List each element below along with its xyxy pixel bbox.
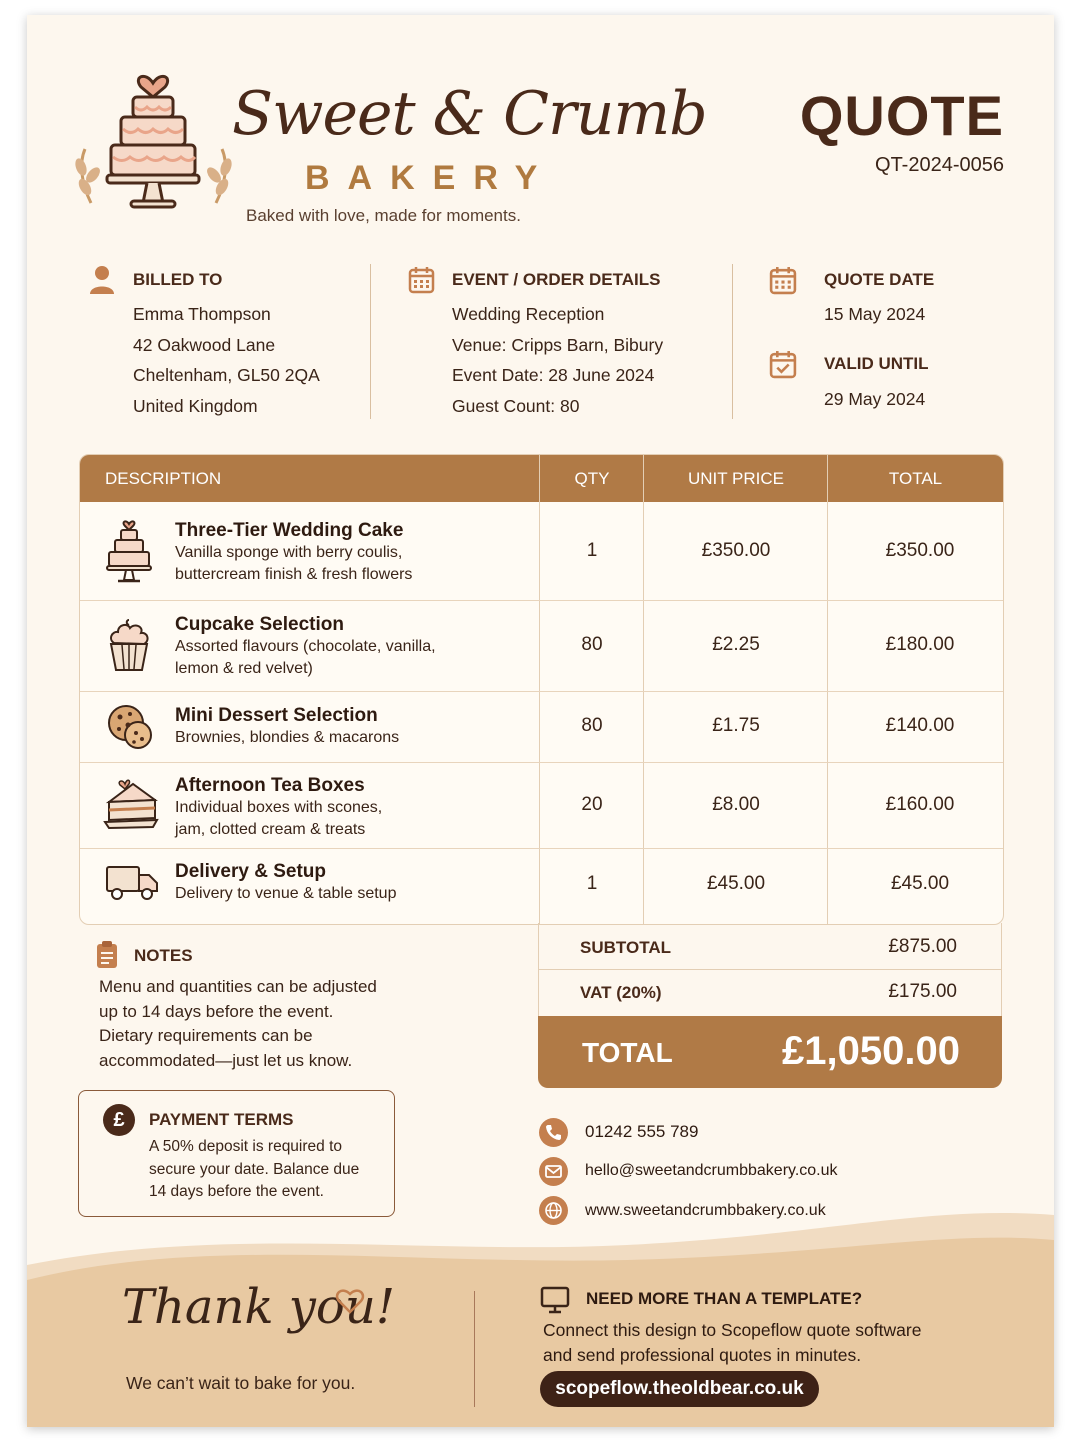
line-item-description: buttercream finish & fresh flowers <box>175 566 413 583</box>
calendar-icon <box>408 266 435 294</box>
quote-number: QT-2024-0056 <box>875 154 1004 176</box>
contact-phone[interactable]: 01242 555 789 <box>585 1122 699 1141</box>
notes-label: NOTES <box>134 946 193 965</box>
quote-title: QUOTE <box>799 84 1004 147</box>
billed-to-line: Emma Thompson <box>133 304 271 324</box>
line-items-table <box>79 454 1004 925</box>
billed-to-label: BILLED TO <box>133 270 223 289</box>
notes-line: Menu and quantities can be adjusted <box>99 977 377 996</box>
delivery-truck-icon <box>105 863 159 903</box>
brand-name: Sweet & Crumb <box>232 79 707 149</box>
payment-line: 14 days before the event. <box>149 1183 324 1200</box>
cta-text <box>543 1318 921 1368</box>
unit-price-cell: £45.00 <box>706 873 766 894</box>
unit-price-cell: £350.00 <box>701 540 771 561</box>
total-cell: £180.00 <box>885 634 955 655</box>
notes-clipboard-icon <box>96 941 118 969</box>
quote-date: 15 May 2024 <box>824 304 926 324</box>
subtotal-label: SUBTOTAL <box>580 938 671 957</box>
line-item-text <box>175 861 396 905</box>
payment-line: A 50% deposit is required to <box>149 1138 343 1155</box>
line-item-text <box>175 614 436 680</box>
calendar-icon <box>769 266 797 295</box>
monitor-icon <box>540 1286 570 1314</box>
total-cell: £160.00 <box>885 794 955 815</box>
line-item-description: Individual boxes with scones, <box>175 799 383 816</box>
column-header-unit-price: UNIT PRICE <box>687 469 785 488</box>
column-header-description: DESCRIPTION <box>105 469 222 488</box>
brand-subtitle: BAKERY <box>305 159 556 197</box>
qty-cell: 1 <box>586 873 598 894</box>
cta-title: NEED MORE THAN A TEMPLATE? <box>586 1289 863 1308</box>
table-header <box>80 455 1003 502</box>
cookie-icon <box>106 703 154 751</box>
grand-total-box <box>538 1016 1002 1088</box>
person-icon <box>89 265 115 295</box>
line-item-title: Cupcake Selection <box>175 614 344 635</box>
payment-line: secure your date. Balance due <box>149 1160 360 1178</box>
phone-icon <box>539 1118 568 1147</box>
subtotal-value: £875.00 <box>888 936 957 957</box>
cta-line: and send professional quotes in minutes. <box>543 1345 862 1365</box>
valid-until: 29 May 2024 <box>824 389 926 409</box>
cta-link-button[interactable]: scopeflow.theoldbear.co.uk <box>540 1371 819 1407</box>
notes-line: up to 14 days before the event. <box>99 1001 334 1021</box>
table-row <box>80 600 1003 692</box>
grand-total-value: £1,050.00 <box>782 1029 960 1073</box>
qty-cell: 1 <box>586 540 598 561</box>
heart-icon <box>334 1284 366 1316</box>
qty-cell: 80 <box>581 715 603 736</box>
quote-date-label: QUOTE DATE <box>824 270 935 289</box>
wedding-cake-icon <box>104 518 154 584</box>
subtotal-row <box>538 923 1002 970</box>
unit-price-cell: £8.00 <box>712 794 760 815</box>
divider <box>370 264 371 419</box>
grand-total-label: TOTAL <box>582 1037 673 1068</box>
event-line: Venue: Cripps Barn, Bibury <box>452 334 664 355</box>
billed-to-block <box>133 299 320 421</box>
table-row <box>80 502 1003 600</box>
unit-price-cell: £1.75 <box>712 715 760 736</box>
line-item-title: Three-Tier Wedding Cake <box>175 520 404 541</box>
valid-until-label: VALID UNTIL <box>824 354 929 373</box>
payment-terms-box <box>78 1090 395 1217</box>
thank-you-subtext: We can’t wait to bake for you. <box>126 1373 356 1393</box>
vat-row <box>538 970 1002 1016</box>
line-item-text <box>175 520 412 586</box>
cake-slice-icon <box>103 778 159 830</box>
payment-terms-label: PAYMENT TERMS <box>149 1110 294 1129</box>
payment-terms-text <box>149 1136 359 1204</box>
contact-website[interactable]: www.sweetandcrumbbakery.co.uk <box>585 1202 826 1219</box>
quote-document <box>27 15 1054 1427</box>
notes-line: accommodated—just let us know. <box>99 1050 353 1070</box>
event-line: Guest Count: 80 <box>452 395 580 416</box>
line-item-description: Brownies, blondies & macarons <box>175 729 400 746</box>
line-item-text <box>175 775 382 841</box>
total-cell: £45.00 <box>890 873 950 894</box>
unit-price-cell: £2.25 <box>712 634 760 655</box>
event-line: Event Date: 28 June 2024 <box>452 365 655 385</box>
line-item-description: Vanilla sponge with berry coulis, <box>175 544 403 561</box>
column-header-total: TOTAL <box>888 469 943 488</box>
cake-logo-icon <box>71 63 236 211</box>
thank-you-text: Thank you! <box>122 1279 396 1335</box>
event-line: Wedding Reception <box>452 304 605 324</box>
line-item-text <box>175 705 399 749</box>
qty-cell: 80 <box>581 634 603 655</box>
table-row <box>80 762 1003 849</box>
event-label: EVENT / ORDER DETAILS <box>452 270 661 289</box>
footer-divider <box>474 1291 475 1407</box>
table-row <box>80 848 1003 925</box>
total-cell: £140.00 <box>885 715 955 736</box>
qty-cell: 20 <box>581 794 603 815</box>
total-cell: £350.00 <box>885 540 955 561</box>
notes-line: Dietary requirements can be <box>99 1026 313 1045</box>
event-block <box>452 299 663 421</box>
line-item-title: Mini Dessert Selection <box>175 705 378 726</box>
column-header-qty: QTY <box>574 469 610 488</box>
billed-to-line: Cheltenham, GL50 2QA <box>133 365 320 385</box>
divider <box>732 264 733 419</box>
cupcake-icon <box>106 617 152 673</box>
table-row <box>80 691 1003 763</box>
email-icon <box>539 1157 568 1186</box>
vat-label: VAT (20%) <box>580 983 662 1002</box>
line-item-description: lemon & red velvet) <box>175 660 313 677</box>
notes-block <box>99 975 377 1073</box>
line-item-title: Delivery & Setup <box>175 861 326 882</box>
line-item-description: Delivery to venue & table setup <box>175 885 397 902</box>
line-item-title: Afternoon Tea Boxes <box>175 775 365 796</box>
billed-to-line: United Kingdom <box>133 395 258 416</box>
vat-value: £175.00 <box>888 981 957 1002</box>
line-item-description: Assorted flavours (chocolate, vanilla, <box>175 638 436 655</box>
line-item-description: jam, clotted cream & treats <box>175 821 366 838</box>
pound-icon: £ <box>103 1104 135 1136</box>
billed-to-line: 42 Oakwood Lane <box>133 334 276 355</box>
cta-line: Connect this design to Scopeflow quote software <box>543 1320 922 1340</box>
contact-email[interactable]: hello@sweetandcrumbbakery.co.uk <box>585 1162 838 1179</box>
brand-tagline: Baked with love, made for moments. <box>246 206 521 225</box>
calendar-check-icon <box>769 350 797 379</box>
